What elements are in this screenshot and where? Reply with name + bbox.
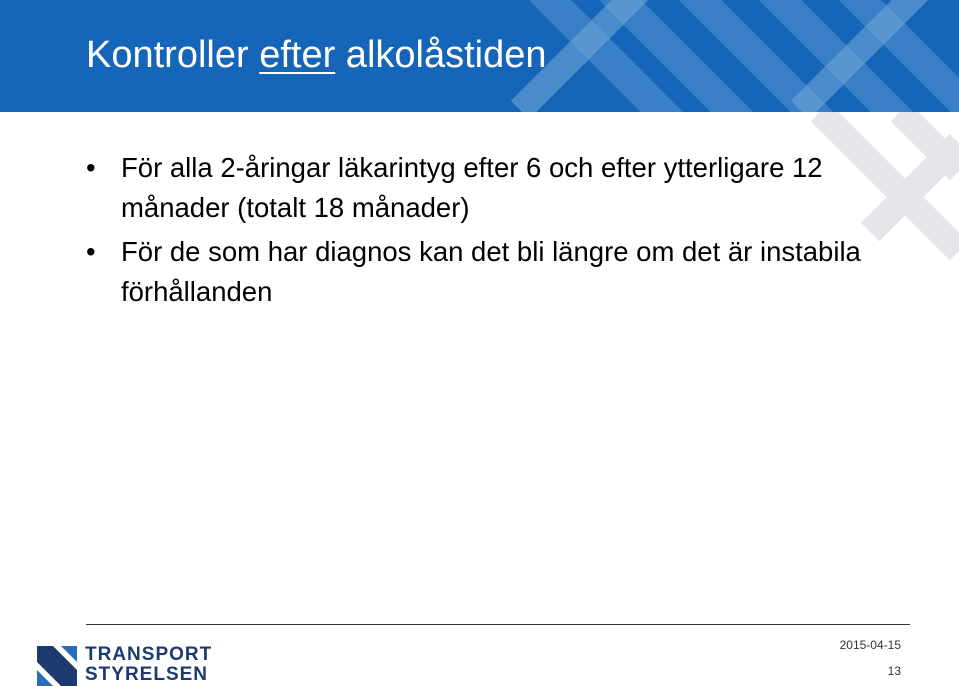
slide-header xyxy=(0,0,959,112)
logo-line-2: STYRELSEN xyxy=(85,664,209,685)
bullet-text: För alla 2-åringar läkarintyg efter 6 och efter ytterligare 12 månader (totalt 18 månader) xyxy=(121,152,823,223)
title-underlined-word: efter xyxy=(259,34,336,76)
bullet-item xyxy=(86,148,906,228)
slide-title xyxy=(86,34,547,77)
slide-date: 2015-04-15 xyxy=(839,638,901,652)
bullet-item xyxy=(86,232,906,312)
bullet-list xyxy=(86,148,906,316)
bullet-dot: • xyxy=(86,236,96,267)
logo-mark-icon xyxy=(37,646,77,686)
title-part-2: alkolåstiden xyxy=(335,34,547,76)
page-number: 13 xyxy=(887,664,901,678)
footer-divider xyxy=(86,624,910,625)
bullet-dot: • xyxy=(86,152,96,183)
logo-line-1: TRANSPORT xyxy=(85,644,213,665)
bullet-text: För de som har diagnos kan det bli längre om det är instabila förhållanden xyxy=(121,236,861,307)
title-part-1: Kontroller xyxy=(86,34,260,76)
logo-wordmark xyxy=(85,645,212,685)
transportstyrelsen-logo xyxy=(37,646,217,686)
